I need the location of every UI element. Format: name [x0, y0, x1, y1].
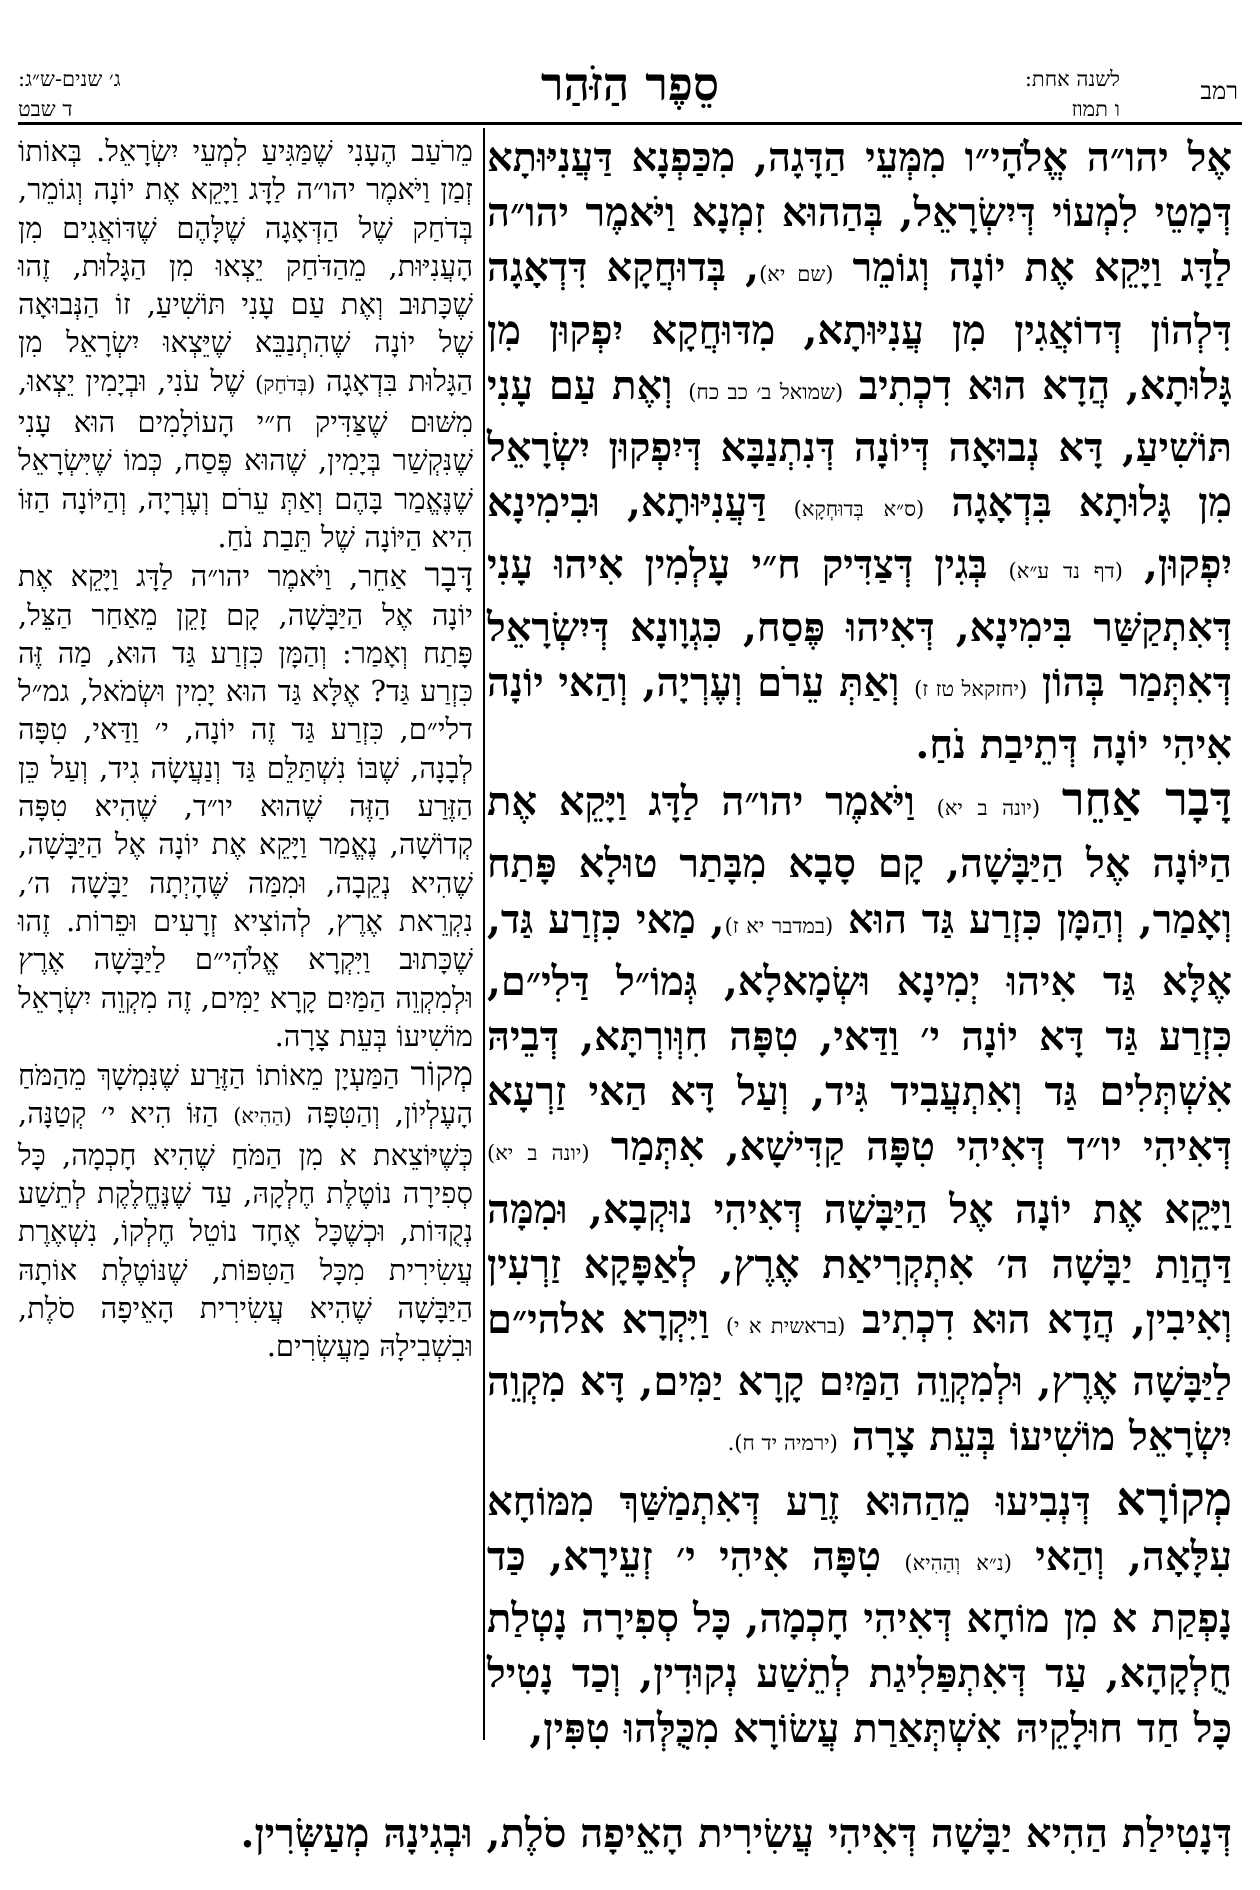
side-text: שֶׁל עֹנִי, וּבְיָמִין יֵצְאוּ, מִשּׁוּם שֶׁצַּדִּיק ח״י הָעוֹלָמִים הוּא עָנִי שֶׁנִּקְשַׁר בְּיָמִין, שֶׁהוּא פֶּסַח, כְּמוֹ שֶׁיִּשְׂרָאֵל שֶׁנֶּאֱמַר בָּהֶם וְאַתְּ עֵרֹם וְעֶרְיָה, וְהַיּוֹנָה הַזּוֹ הִיא הַיּוֹנָה שֶׁל תֵּבַת נֹחַ.	[18, 363, 473, 554]
variant-reading: (נ״א וְהַהִיא)	[904, 1550, 1012, 1575]
main-text: וַיִּקְרָא אלהי״ם לַיַּבָּשָׁה אֶרֶץ, וּלְמִקְוֵה הַמַּיִם קָרָא יַמִּים, דָּא מִקְוֵה יִשְׂרָאֵל מוֹשִׁיעוֹ בְּעֵת צָרָה	[487, 1296, 1232, 1461]
side-column-hebrew-translation	[18, 132, 473, 1366]
main-paragraph-2	[487, 772, 1232, 1471]
paragraph-lead-word: דָּבָר אַחֵר	[1061, 772, 1232, 827]
paragraph-lead-word: דָּבָר	[424, 555, 474, 595]
source-reference: (שם יא)	[759, 262, 834, 287]
source-reference: (ס״א בְּדוּחְקָא)	[793, 497, 925, 522]
variant-reading: (הַהִיא)	[233, 1104, 292, 1129]
main-text: טִפָּה אִיהִי י׳ זְעֵירָא, כַּד נָפְקַת א מִן מוֹחָא דְּאִיהִי חָכְמָה, כָּל סְפִירָה נָטְלַת חֻלְקָהָא, עַד דְּאִתְפַּלִיגַת לְתֵשַׁע נְקוּדִין, וְכַד נָטִיל כָּל חַד חוּלָקֵיהּ אִשְׁתְּאַרַת עֲשׂוֹרָא מִכֻּלְּהוּ טִפִּין,	[487, 1532, 1232, 1753]
side-paragraph-3	[18, 1055, 473, 1365]
source-reference: (ירמיה יד ח).	[727, 1431, 838, 1456]
side-text: מֵרֹעַב הֶעָנִי שֶׁמַּגִּיעַ לִמְעֵי יִשְׂרָאֵל. בְּאוֹתוֹ זְמַן וַיֹּאמֶר יהו״ה לַדָּג וַיָּקֵא אֶת יוֹנָה וְגוֹמֵר, בְּדֹחַק שֶׁל הַדְּאָגָה שֶׁלָּהֶם שֶׁדּוֹאֲגִים מִן הָעֲנִיּוּת, מֵהַדֹּחַק יֵצְאוּ מִן הַגָּלוּת, זֶהוּ שֶׁכָּתוּב וְאֶת עַם עָנִי תּוֹשִׁיעַ, זוֹ הַנְּבוּאָה שֶׁל יוֹנָה שֶׁהִתְנַבֵּא שֶׁיֵּצְאוּ יִשְׂרָאֵל מִן הַגָּלוּת בִּדְאָגָה	[18, 134, 474, 398]
main-text: אֶל יהו״ה אֱלֹהָי״ו מִמְּעֵי הַדָּגָה, מִכַּפְנָא דַּעֲנִיּוּתָא דְּמָטֵי לִמְעוֹי דְּיִשְׂרָאֵל, בְּהַהוּא זִמְנָא וַיֹּאמֶר יהו״ה לַדָּג וַיָּקֵא אֶת יוֹנָה וְגוֹמֵר	[487, 134, 1232, 292]
main-text: וְאַתְּ עֵרֹם וְעֶרְיָה, וְהַאי יוֹנָה אִיהִי יוֹנָה דְּתֵיבַת נֹחַ.	[487, 658, 1232, 769]
side-paragraph-1	[18, 132, 473, 556]
main-text: וְאֶת עַם עָנִי תּוֹשִׁיעַ, דָּא נְבוּאָה דְּיוֹנָה דְּנִתְנַבָּא דְּיִפְקוּן יִשְׂרָאֵל מִן גָּלוּתָא בִּדְאָגָה	[487, 361, 1232, 527]
main-text: דְּנְבִיעוּ מֵהַהוּא זֶרַע דְּאִתְמַשַּׁךְ מִמּוֹחָא עִלָּאָה, וְהַאי	[487, 1477, 1232, 1580]
column-divider	[483, 128, 485, 1740]
source-reference: (שמואל ב׳ כב כח)	[688, 379, 844, 404]
main-text: וַיֹּאמֶר יהו״ה לַדָּג וַיָּקֵא אֶת הַיּוֹנָה אֶל הַיַּבָּשָׁה, קָם סָבָא מִבָּתַר טוּלָא פָּתַח וְאָמַר, וְהַמָּן כִּזְרַע גַּד הוּא	[487, 778, 1232, 943]
main-text: וַיָּקֵא אֶת יוֹנָה אֶל הַיַּבָּשָׁה דְּאִיהִי נוּקְבָא, וּמִמָּה דַּהֲוַת יַבָּשָׁה ה׳ אִתְקְרִיאַת אֶרֶץ, לְאַפָּקָא זַרְעִין וְאִיבִין, הֲדָא הוּא דִכְתִיב	[487, 1185, 1232, 1344]
closing-line: דְּנָטִילַת הַהִיא יַבָּשָׁה דְּאִיהִי עֲשִׂירִית הָאֵיפָה סֹלֶת, וּבְגִינָהּ מְעַשְּׂרִין.	[240, 1810, 1232, 1857]
study-cycle-year: לשנה אחת:	[1024, 67, 1120, 91]
main-paragraph-3	[487, 1472, 1232, 1757]
side-text: הַמַּעְיָן מֵאוֹתוֹ הַזֶּרַע שֶׁנִּמְשָׁךְ מֵהַמֹּחַ הָעֶלְיוֹן, וְהַטִּפָּה	[18, 1058, 473, 1131]
folio-reference: (דף נד ע״א)	[1008, 559, 1123, 584]
main-text: , בְּדוּחֲקָא דִּדְאָגָה דִּלְהוֹן דְּדוֹאֲגִין מִן עֲנִיּוּתָא, מִדּוּחֲקָא יִפְקוּן מִן גָּלוּתָא, הֲדָא הוּא דִכְתִיב	[487, 244, 1232, 409]
side-paragraph-2	[18, 556, 473, 1055]
main-column-aramaic	[487, 130, 1232, 1757]
header-rule	[18, 122, 1242, 125]
main-text: , מַאי כִּזְרַע גַּד, אֶלָּא גַּד אִיהוּ יְמִינָא וּשְׂמָאלָא, גְּמוֹ״ל דַּלִי״ם, כִּזְרַע גַּד דָּא יוֹנָה י׳ וַדַּאי, טִפָּה חִוְּורְתָּא, דְּבֵיהּ אִשְׁתְּלִים גַּד וְאִתְעֲבִיד גִּיד, וְעַל דָּא הַאי זַרְעָא דְּאִיהִי יו״ד דְּאִיהִי טִפָּה קַדִּישָׁא, אִתְּמַר	[487, 895, 1232, 1171]
page-number: רמב	[1200, 77, 1238, 105]
book-title: סֵפֶר הַזֹּהַר	[540, 57, 720, 111]
side-text: אַחֵר, וַיֹּאמֶר יהו״ה לַדָּג וַיָּקֵא אֶת יוֹנָה אֶל הַיַּבָּשָׁה, קָם זָקֵן מֵאַחַר הַצֵּל, פָּתַח וְאָמַר: וְהַמָּן כִּזְרַע גַּד הוּא, מַה זֶּה כִּזְרַע גַּד? אֶלָּא גַּד הוּא יָמִין וּשְׂמֹאל, גמ״ל דלי״ם, כִּזְרַע גַּד זֶה יוֹנָה, י׳ וַדַּאי, טִפָּה לְבָנָה, שֶׁבּוֹ נִשְׁתַּלֵּם גַּד וְנַעֲשָׂה גִיד, וְעַל כֵּן הַזֶּרַע הַזֶּה שֶׁהוּא יו״ד, שֶׁהִיא טִפָּה קְדוֹשָׁה, נֶאֱמַר וַיָּקֵא אֶת יוֹנָה אֶל הַיַּבָּשָׁה, שֶׁהִיא נְקֵבָה, וּמִמַּה שֶּׁהָיְתָה יַבָּשָׁה ה׳, נִקְרֵאת אֶרֶץ, לְהוֹצִיא זְרָעִים וּפֵרוֹת. זֶהוּ שֶׁכָּתוּב וַיִּקְרָא אֱלֹהִי״ם לַיַּבָּשָׁה אֶרֶץ וּלְמִקְוֵה הַמַּיִם קָרָא יַמִּים, זֶה מִקְוֵה יִשְׂרָאֵל מוֹשִׁיעוֹ בְּעֵת צָרָה.	[18, 559, 473, 1053]
source-reference: (יונה ב יא)	[936, 796, 1041, 821]
variant-reading: (בְּדֹחַק)	[255, 371, 316, 396]
source-reference: (יונה ב יא)	[487, 1141, 590, 1166]
source-reference: (יחזקאל טז ז)	[914, 676, 1028, 701]
study-cycle-3years-date: ד שבט	[18, 97, 73, 121]
main-text: בְּגִין דְּצַדִּיק ח״י עָלְמִין אִיהוּ עָנִי דְּאִתְקַשַּׁר בִּימִינָא, דְּאִיהוּ פֶּסַח, כִּגְוָונָא דְּיִשְׂרָאֵל דְּאִתְּמַר בְּהוֹן	[487, 541, 1232, 706]
study-cycle-3years: ג׳ שנים-ש״ג:	[18, 67, 121, 91]
source-reference: (במדבר יא ז)	[724, 913, 834, 938]
paragraph-lead-word: מְקוֹר	[410, 1054, 473, 1094]
paragraph-lead-word: מְקוֹרָא	[1116, 1471, 1232, 1526]
main-paragraph-1	[487, 130, 1232, 772]
main-text: דַּעֲנִיּוּתָא, וּבִימִינָא יִפְקוּן,	[487, 479, 1233, 589]
study-cycle-date: ו תמוז	[1071, 97, 1120, 121]
source-reference: (בראשית א י)	[725, 1314, 846, 1339]
side-text: הַזּוֹ הִיא י׳ קְטַנָּה, כְּשֶׁיּוֹצֵאת א מִן הַמֹּחַ שֶׁהִיא חָכְמָה, כָּל סְפִירָה נוֹטֶלֶת חֶלְקָהּ, עַד שֶׁנֶּחֱלֶקֶת לְתֵשַׁע נְקֻדּוֹת, וּכְשֶׁכָּל אֶחָד נוֹטֵל חֶלְקוֹ, נִשְׁאֶרֶת עֲשִׂירִית מִכָּל הַטִּפּוֹת, שֶׁנּוֹטֶלֶת אוֹתָהּ הַיַּבָּשָׁה שֶׁהִיא עֲשִׂירִית הָאֵיפָה סֹלֶת, וּבִשְׁבִילָהּ מַעֲשְׂרִים.	[18, 1096, 473, 1364]
